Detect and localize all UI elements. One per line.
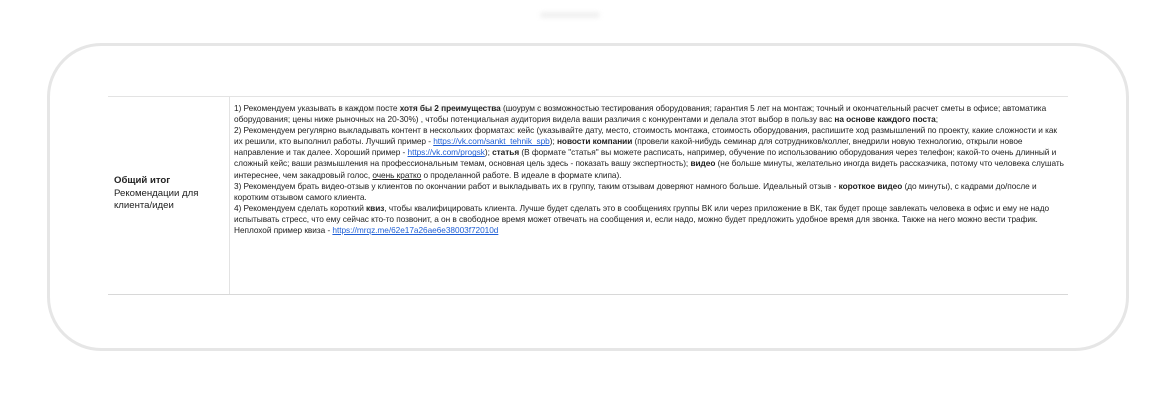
bold-text: статья [492,147,520,158]
recommendation-2 [234,125,1064,180]
text: 3) Рекомендуем брать видео-отзыв у клиентов по окончании работ и выкладывать их в группу, таким отзывам доверяют намного больше. Идеальный отзыв - [234,180,839,191]
recommendation-4 [234,203,1064,236]
bold-text: новости компании [556,136,633,147]
text: , чтобы квалифицировать клиента. Лучше будет сделать это в сообщениях группы ВК или через приложение в ВК, так будет проще завлекать человека в офис и ему не надо испытывать стресс, что ему сейчас кто-то позвонит, а он в свободное время может отвечать на сообщения и, если надо, можно будет предложить удобное время для звонка. Также на него можно вести трафик. Неплохой пример квиза - [234,202,1050,236]
bold-text: короткое видео [838,180,903,191]
text: 1) Рекомендуем указывать в каждом посте [234,103,400,113]
recommendations-table [108,96,1068,295]
text: (В формате "статья" вы можете расписать, например, обучение по использованию оборудования через телефон; какой-то очень длинный и сложный кейс; ваши размышления на профессиональным темам, основная цель здесь - показать вашу экспертность); [234,147,1057,169]
text: (провели какой-нибудь семинар для сотрудников/коллег, внедрили новую технологию, открыли новое направление и так далее. Хороший пример - [234,136,1023,158]
recommendation-1 [234,103,1064,125]
link-quiz-example[interactable]: https://mrqz.me/62e17a26ae6e38003f72010d [332,225,499,236]
underlined-text: очень кратко [372,169,422,180]
row-label-cell [108,97,230,294]
recommendation-3 [234,181,1064,203]
text: 2) Рекомендуем регулярно выкладывать контент в нескольких форматах: кейс (указывайте дату, место, стоимость монтажа, стоимость оборудования, распишите ход размышлений по проекту, какие сложности и как их решили, кто выполнил работы. Лучший пример - [234,125,1057,147]
bold-text: на основе каждого поста [834,114,936,125]
recommendations-cell [230,97,1068,294]
text: (не больше минуты, желательно иногда видеть рассказчика, потому что человека слушать интереснее, чем закадровый голос, [234,158,1064,180]
text: (до минуты), с кадрами до/после и коротким отзывом самого клиента. [234,180,1037,202]
text: (шоурум с возможностью тестирования оборудования; гарантия 5 лет на монтаж; точный и окончательный расчет сметы в офисе; автоматика оборудования; цены ниже рыночных на 20-30%) , чтобы потенциальная аудитория видела ваши различия с конкурентами и делала этот выбор в пользу вас [234,103,1047,125]
text: ); [484,147,493,158]
link-sankt-tehnik[interactable]: https://vk.com/sankt_tehnik_spb [433,136,550,147]
text: 4) Рекомендуем сделать короткий [234,202,367,213]
text: ); [549,136,557,147]
row-subtitle: Рекомендации для клиента/идеи [114,187,199,211]
link-progsk[interactable]: https://vk.com/progsk [407,147,485,158]
bold-text: видео [690,158,716,169]
text: о проделанной работе. В идеале в формате клипа). [421,169,622,180]
row-title: Общий итог [114,175,171,186]
bold-text: квиз [366,202,385,213]
bold-text: хотя бы 2 преимущества [399,103,501,113]
text: ; [935,114,938,125]
blurred-header [540,12,600,18]
